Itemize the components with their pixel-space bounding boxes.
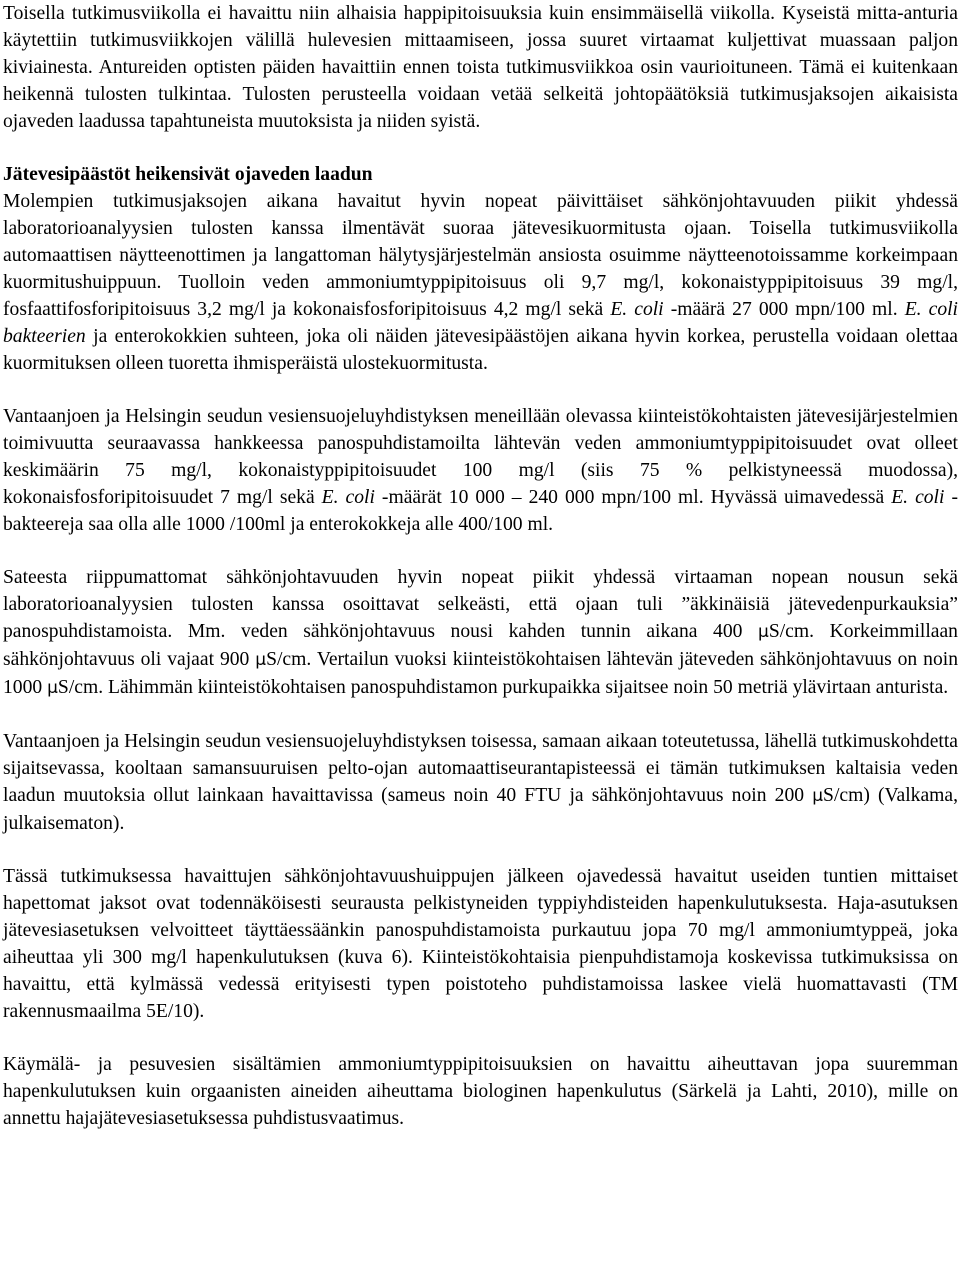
text-segment: -määrä 27 000 mpn/100 ml. [663, 299, 905, 320]
text-segment: ja enterokokkien suhteen, joka oli näiden jätevesipäästöjen aikana hyvin korkea, perustella voidaan olettaa kuormituksen olleen tuoretta ihmisperäistä ulostekuormitusta. [3, 326, 958, 374]
text-segment: -määrät 10 000 – 240 000 mpn/100 ml. Hyvässä uimavedessä [374, 487, 892, 508]
section-heading: Jätevesipäästöt heikensivät ojaveden laadun [3, 164, 373, 185]
micro-symbol: µ [812, 786, 824, 806]
micro-symbol: µ [255, 650, 267, 670]
paragraph-conductivity-peaks [3, 564, 958, 702]
paragraph-treatment-plants [3, 403, 958, 538]
text-segment: -bakteereja saa olla alle 1000 /100ml ja enterokokkeja alle 400/100 ml. [3, 487, 958, 535]
text-segment: S/cm) (Valkama, julkaisematon). [3, 785, 958, 834]
paragraph-oxygen-results: Toisella tutkimusviikolla ei havaittu niin alhaisia happipitoisuuksia kuin ensimmäisellä viikolla. Kyseistä mitta-anturia käytettiin tutkimusviikkojen välillä hulevesien mittaamiseen, jossa suuret virtaamat kuljettivat muassaan paljon kiviainesta. Antureiden optisten päiden havaittiin ennen toista tutkimusviikkoa osin vaurioituneen. Tämä ei kuitenkaan heikennä tulosten tulkintaa. Tulosten perusteella voidaan vetää selkeitä johtopäätöksiä tutkimusjaksojen aikaisista ojaveden laadussa tapahtuneista muutoksista ja niiden syistä. [3, 3, 958, 132]
paragraph-reference-site [3, 728, 958, 837]
text-segment: Sateesta riippumattomat sähkönjohtavuuden hyvin nopeat piikit yhdessä virtaaman nopean nousun sekä laboratorioanalyysien tulosten kanssa osoittavat selkeästi, että ojaan tuli ”äkkinäisiä jätevedenpurkauksia” panospuhdistamoista. Mm. veden sähkönjohtavuus nousi kahden tunnin aikana 400 [3, 567, 958, 642]
species-name: E. coli bakteerien [3, 299, 959, 347]
text-segment: Vantaanjoen ja Helsingin seudun vesiensuojeluyhdistyksen toisessa, samaan aikaan toteutetussa, lähellä tutkimuskohdetta sijaitsevassa, kooltaan samansuuruisen pelto-ojan automaattiseurantapisteessä ei tämän tutkimuksen kaltaisia veden laadun muutoksia ollut lainkaan havaittavissa (sameus noin 40 FTU ja sähkönjohtavuus noin 200 [3, 731, 958, 806]
paragraph-ammonium-oxygen-demand: Käymälä- ja pesuvesien sisältämien ammoniumtyppipitoisuuksien on havaittu aiheuttavan jopa suuremman hapenkulutuksen kuin orgaanisten aineiden aiheuttama biologinen hapenkulutus (Särkelä ja Lahti, 2010), mille on annettu hajajätevesiasetuksessa puhdistusvaatimus. [3, 1054, 958, 1129]
micro-symbol: µ [758, 622, 769, 642]
text-segment: S/cm. Korkeimmillaan sähkönjohtavuus oli vajaat 900 [3, 621, 958, 670]
species-name: E. coli [610, 299, 664, 320]
text-segment: Molempien tutkimusjaksojen aikana havaitut hyvin nopeat päivittäiset sähkönjohtavuuden piikit yhdessä laboratorioanalyysien tulosten kanssa ilmentävät suoraa jätevesikuormitusta ojaan. Toisella tutkimusviikolla automaattisen näytteenottimen ja langattoman hälytysjärjestelmän ansiosta osuimme näytteenotoissamme korkeimpaan kuormitushuippuun. Tuolloin veden ammoniumtyppipitoisuus oli 9,7 mg/l, kokonaistyppipitoisuus 39 mg/l, fosfaattifosforipitoisuus 3,2 mg/l ja kokonaisfosforipitoisuus 4,2 mg/l sekä [3, 191, 958, 320]
paragraph-wastewater-peaks [3, 188, 958, 377]
micro-symbol: µ [47, 678, 58, 698]
text-segment: S/cm. Vertailun vuoksi kiinteistökohtaisen lähtevän jäteveden sähkönjohtavuus on noin 1000 [3, 649, 958, 698]
paragraph-oxygen-depletion: Tässä tutkimuksessa havaittujen sähkönjohtavuushuippujen jälkeen ojavedessä havaitut useiden tuntien mittaiset hapettomat jaksot ovat todennäköisesti seurausta pelkistyneiden typpiyhdisteiden hapenkulutuksesta. Haja-asutuksen jätevesiasetuksen velvoitteet täyttäessäänkin panospuhdistamoista purkautuu jopa 70 mg/l ammoniumtyppeä, joka aiheuttaa yli 300 mg/l hapenkulutuksen (kuva 6). Kiinteistökohtaisia pienpuhdistamoja koskevissa tutkimuksissa on havaittu, että kylmässä vedessä erityisesti typen poistoteho puhdistamoissa laskee vielä huomattavasti (TM rakennusmaailma 5E/10). [3, 866, 958, 1022]
text-segment: Vantaanjoen ja Helsingin seudun vesiensuojeluyhdistyksen meneillään olevassa kiinteistökohtaisten jätevesijärjestelmien toimivuutta seuraavassa hankkeessa panospuhdistamoilta lähtevän veden ammoniumtyppipitoisuudet ovat olleet keskimäärin 75 mg/l, kokonaistyppipitoisuudet 100 mg/l (siis 75 % pelkistyneessä muodossa), kokonaisfosforipitoisuudet 7 mg/l sekä [3, 406, 958, 508]
species-name: E. coli [891, 487, 945, 508]
species-name: E. coli [321, 487, 375, 508]
text-segment: S/cm. Lähimmän kiinteistökohtaisen panospuhdistamon purkupaikka sijaitsee noin 50 metriä ylävirtaan anturista. [57, 677, 949, 698]
